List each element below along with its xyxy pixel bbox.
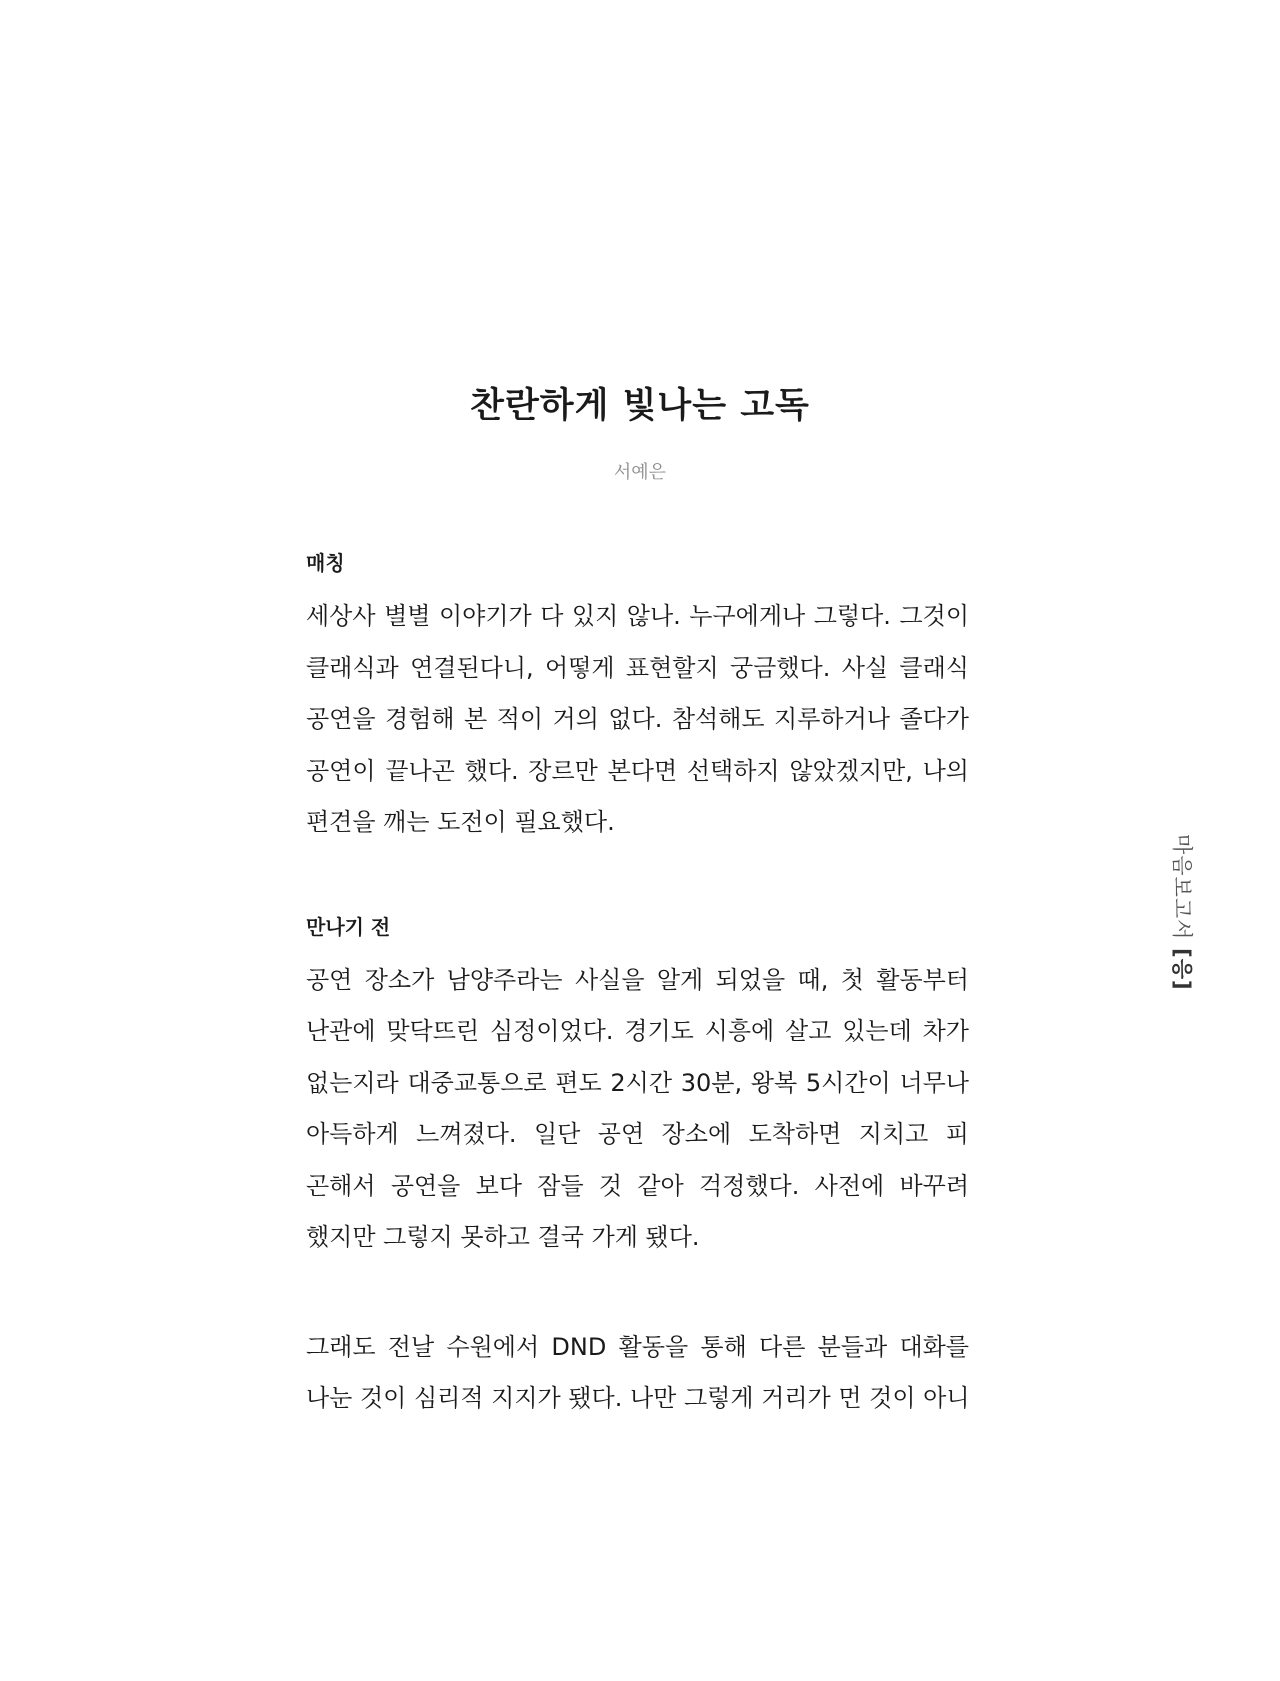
body-line: 공연 장소가 남양주라는 사실을 알게 되었을 때, 첫 활동부터 — [306, 965, 969, 994]
side-label-text: 마음보고서 — [1170, 834, 1194, 941]
section-heading: 매칭 — [306, 551, 345, 575]
body-line: 공연을 경험해 본 적이 거의 없다. 참석해도 지루하거나 졸다가 — [306, 705, 969, 733]
body-line: 아득하게 느껴졌다. 일단 공연 장소에 도착하면 지치고 피 — [306, 1120, 969, 1148]
body-line: 곤해서 공연을 보다 잠들 것 같아 걱정했다. 사전에 바꾸려 — [306, 1171, 969, 1200]
body-line: 난관에 맞닥뜨린 심정이었다. 경기도 시흥에 살고 있는데 차가 — [306, 1017, 969, 1045]
author-name: 서예은 — [613, 462, 667, 483]
section-heading: 만나기 전 — [306, 914, 391, 939]
body-line: 클래식과 연결된다니, 어떻게 표현할지 궁금했다. 사실 클래식 — [306, 653, 969, 682]
side-section-label — [1168, 834, 1198, 991]
body-line: 공연이 끝나곤 했다. 장르만 본다면 선택하지 않았겠지만, 나의 — [306, 756, 969, 785]
body-line: 편견을 깨는 도전이 필요했다. — [306, 808, 615, 836]
body-line: 했지만 그렇지 못하고 결국 가게 됐다. — [306, 1223, 700, 1251]
article-title: 찬란하게 빛나는 고독 — [470, 386, 810, 426]
body-line: 그래도 전날 수원에서 DND 활동을 통해 다른 분들과 대화를 — [306, 1332, 969, 1361]
article-body — [306, 543, 969, 1425]
body-line: 세상사 별별 이야기가 다 있지 않나. 누구에게나 그렇다. 그것이 — [306, 602, 969, 630]
side-label-tag: [응] — [1170, 948, 1194, 991]
body-line: 없는지라 대중교통으로 편도 2시간 30분, 왕복 5시간이 너무나 — [306, 1068, 969, 1097]
body-line: 나눈 것이 심리적 지지가 됐다. 나만 그렇게 거리가 먼 것이 아니 — [306, 1384, 970, 1412]
